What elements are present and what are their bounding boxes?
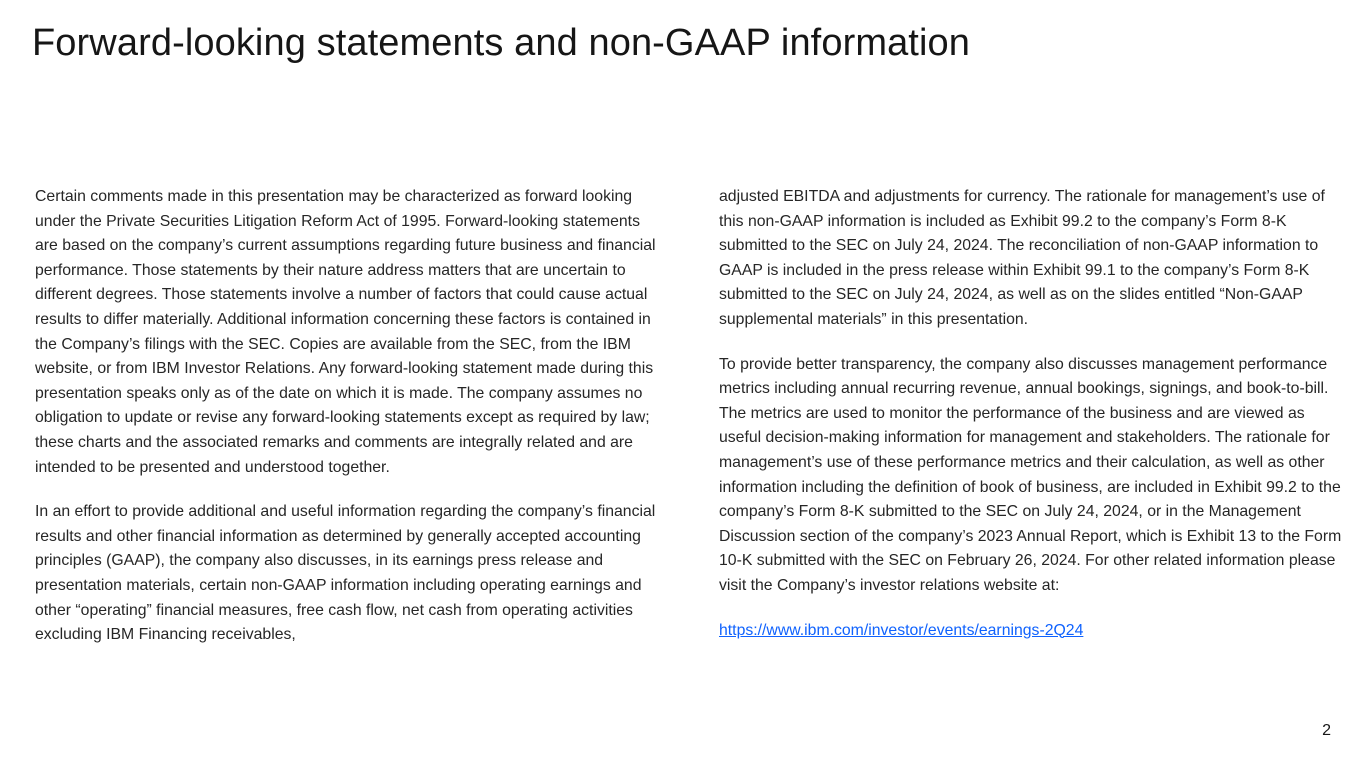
forward-looking-paragraph: Certain comments made in this presentation may be characterized as forward looking under the Private Securities Litigation Reform Act of 1995. Forward-looking statements are based on the company’s current assumptions regarding future business and financial performance. Those statements by their nature address matters that are uncertain to different degrees. Those statements involve a number of factors that could cause actual results to differ materially. Additional information concerning these factors is contained in the Company’s filings with the SEC. Copies are available from the SEC, from the IBM website, or from IBM Investor Relations. Any forward-looking statement made during this presentation speaks only as of the date on which it is made. The company assumes no obligation to update or revise any forward-looking statements except as required by law; these charts and the associated remarks and comments are integrally related and are intended to be presented and understood together. xyxy=(35,188,656,476)
performance-metrics-paragraph: To provide better transparency, the company also discusses management performance metrics including annual recurring revenue, annual bookings, signings, and book-to-bill. The metrics are used to monitor the performance of the business and are viewed as useful decision-making information for management and stakeholders. The rationale for management’s use of these performance metrics and their calculation, as well as other information including the definition of book of business, are included in Exhibit 99.2 to the company’s Form 8-K submitted to the SEC on July 24, 2024, or in the Management Discussion section of the company’s 2023 Annual Report, which is Exhibit 13 to the Form 10-K submitted with the SEC on February 26, 2024. For other related information please visit the Company’s investor relations website at: xyxy=(719,355,1342,594)
non-gaap-paragraph: In an effort to provide additional and useful information regarding the company’s financial results and other financial information as determined by generally accepted accounting principles (GAAP), the company also discusses, in its earnings press release and presentation materials, certain non-GAAP information including operating earnings and other “operating” financial measures, free cash flow, net cash from operating activities excluding IBM Financing receivables, xyxy=(35,503,656,644)
link-paragraph xyxy=(719,619,1344,644)
left-text-column xyxy=(35,185,660,668)
page-number: 2 xyxy=(1322,722,1331,739)
non-gaap-continued-paragraph: adjusted EBITDA and adjustments for currency. The rationale for management’s use of this non-GAAP information is included as Exhibit 99.2 to the company’s Form 8-K submitted to the SEC on July 24, 2024. The reconciliation of non-GAAP information to GAAP is included in the press release within Exhibit 99.1 to the company’s Form 8-K submitted to the SEC on July 24, 2024, as well as on the slides entitled “Non-GAAP supplemental materials” in this presentation. xyxy=(719,188,1325,328)
right-text-column xyxy=(719,185,1344,663)
investor-relations-link[interactable]: https://www.ibm.com/investor/events/earnings-2Q24 xyxy=(719,621,1084,639)
page-title: Forward-looking statements and non-GAAP information xyxy=(32,22,970,64)
